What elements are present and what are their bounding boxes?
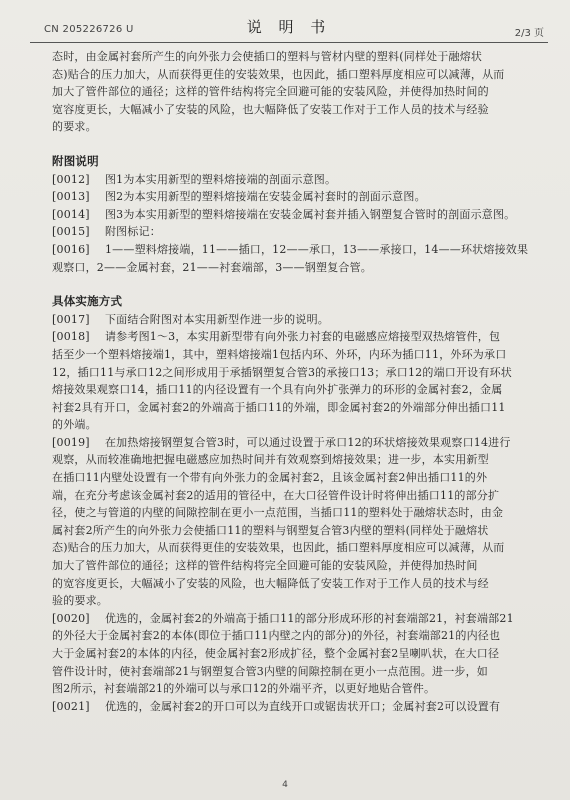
paragraph-number: [0013] [52,190,90,204]
numbered-paragraph [52,188,544,206]
line-text: 在加热熔接钢塑复合管3时，可以通过设置于承口12的环状熔接效果观察口14进行 [104,435,511,449]
text-line: 态)贴合的压力加大，从而获得更佳的安装效果，也因此，插口塑料厚度相应可以减薄，从而 [52,67,505,81]
line-text: 的外端。 [52,418,97,432]
line-text: 大于金属衬套2的本体的内径，使金属衬套2形成扩径，整个金属衬套2呈喇叭状，在大口径 [52,647,500,660]
section-drawings [52,171,544,277]
text-line [52,610,544,628]
text-line [52,399,544,417]
text-line [52,223,544,241]
text-line [52,346,544,364]
text-line [52,522,544,540]
text-line [52,311,544,329]
line-text: 熔接效果观察口14，插口11的内径设置有一个具有向外扩张弹力的环形的金属衬套2，金属 [52,383,503,397]
line-text: 括至少一个塑料熔接端1，其中，塑料熔接端1包括内环、外环，内环为插口11，外环为承口 [52,347,507,361]
numbered-paragraph [52,223,544,241]
section-title-drawings: 附图说明 [52,153,99,168]
text-line [52,416,544,434]
paragraph-number: [0015] [52,225,90,239]
line-text: 观察口，2——金属衬套，21——衬套端部，3——钢塑复合管。 [52,260,372,274]
text-line [52,259,544,277]
paragraph-number: [0018] [52,330,90,344]
paragraph-number: [0021] [52,699,90,713]
text-line [52,504,544,522]
text-line [52,188,544,206]
section-embodiments [52,311,544,716]
text-line [52,451,544,469]
text-line: 态时，由金属衬套所产生的向外张力会使插口的塑料与管材内壁的塑料(同样处于融熔状 [52,50,483,63]
paragraph-number: [0017] [52,312,90,326]
line-text: 管件设计时，使衬套端部21与钢塑复合管3内壁的间隙控制在更小一点范围。进一步，如 [52,664,488,678]
text-line [52,434,544,452]
text-line [52,241,544,259]
text-line [52,557,544,575]
text-line [52,592,544,610]
page-header [30,14,548,43]
line-text: 态)贴合的压力加大，从而获得更佳的安装效果，也因此，插口塑料厚度相应可以减薄，从而 [52,541,505,555]
text-line [52,381,544,399]
text-line [52,698,544,716]
line-text: 1——塑料熔接端，11——插口，12——承口，13——承接口，14——环状熔接效果 [104,242,529,256]
text-line [52,663,544,681]
text-line [52,680,544,698]
line-text: 验的要求。 [52,594,108,608]
line-text: 端，在充分考虑该金属衬套2的适用的管径中，在大口径管件设计时将伸出插口11的部分扩 [52,488,500,502]
text-line [52,539,544,557]
line-text: 图1为本实用新型的塑料熔接端的剖面示意图。 [104,172,337,186]
numbered-paragraph [52,206,544,224]
text-line [52,328,544,346]
text-line [52,627,544,645]
numbered-paragraph [52,434,544,610]
section-title-embodiments: 具体实施方式 [52,294,123,309]
paragraph-number: [0020] [52,611,90,625]
line-text: 优选的，金属衬套2的开口可以为直线开口或锯齿状开口；金属衬套2可以设置有 [104,699,501,713]
numbered-paragraph [52,311,544,329]
numbered-paragraph [52,171,544,189]
page-info: 2/3 页 [514,28,544,39]
doc-title: 说 明 书 [246,18,332,36]
paragraph-number: [0019] [52,435,90,449]
doc-number: CN 205226726 U [44,24,134,35]
line-text: 属衬套2所产生的向外张力会使插口11的塑料与钢塑复合管3内壁的塑料(同样处于融熔状 [52,523,489,537]
text-line [52,645,544,663]
paragraph-number: [0012] [52,172,90,186]
paragraph-number: [0014] [52,207,90,221]
numbered-paragraph [52,698,544,716]
line-text: 附图标记： [104,225,161,239]
text-line [52,364,544,382]
intro-paragraph [52,48,544,136]
line-text: 在插口11内壁处设置有一个带有向外张力的金属衬套2，且该金属衬套2伸出插口11的外 [52,471,488,485]
text-line: 的要求。 [52,120,97,134]
numbered-paragraph [52,328,544,434]
text-line [52,487,544,505]
text-line [52,575,544,593]
line-text: 图3为本实用新型的塑料熔接端在安装金属衬套并插入钢塑复合管时的剖面示意图。 [104,207,516,221]
line-text: 下面结合附图对本实用新型作进一步的说明。 [104,312,329,326]
numbered-paragraph [52,241,544,276]
line-text: 径，使之与管道的内壁的间隙控制在更小一点范围，当插口11的塑料处于融熔状态时，由金 [52,506,504,520]
paragraph-number: [0016] [52,242,90,256]
document-body [52,48,544,715]
line-text: 观察，从而较准确地把握电磁感应加热时间并有效观察到熔接效果；进一步，本实用新型 [52,453,489,467]
line-text: 加大了管件部位的通径；这样的管件结构将完全回避可能的安装风险，并使得加热时间 [52,559,478,573]
line-text: 衬套2具有开口，金属衬套2的外端高于插口11的外端，即金属衬套2的外端部分伸出插口11 [52,400,506,414]
text-line: 加大了管件部位的通径；这样的管件结构将完全回避可能的安装风险，并使得加热时间的 [52,85,489,99]
line-text: 请参考图1～3，本实用新型带有向外张力衬套的电磁感应熔接型双热熔管件，包 [104,330,501,344]
line-text: 12，插口11与承口12之间形成用于承插钢塑复合管3的承接口13；承口12的端口开设有环状 [52,365,512,379]
numbered-paragraph [52,610,544,698]
page-number: 4 [282,780,288,790]
text-line [52,469,544,487]
text-line [52,206,544,224]
text-line: 宽容度更长，大幅减小了安装的风险，也大幅降低了安装工作对于工作人员的技术与经验 [52,102,489,116]
line-text: 的外径大于金属衬套2的本体(即位于插口11内壁之内的部分)的外径，衬套端部21的内径也 [52,629,501,643]
text-line [52,171,544,189]
line-text: 图2为本实用新型的塑料熔接端在安装金属衬套时的剖面示意图。 [104,190,426,204]
line-text: 优选的，金属衬套2的外端高于插口11的部分形成环形的衬套端部21，衬套端部21 [104,611,514,625]
line-text: 图2所示，衬套端部21的外端可以与承口12的外端平齐，以更好地贴合管件。 [52,682,436,696]
line-text: 的宽容度更长，大幅减小了安装的风险，也大幅降低了安装工作对于工作人员的技术与经 [52,576,489,590]
